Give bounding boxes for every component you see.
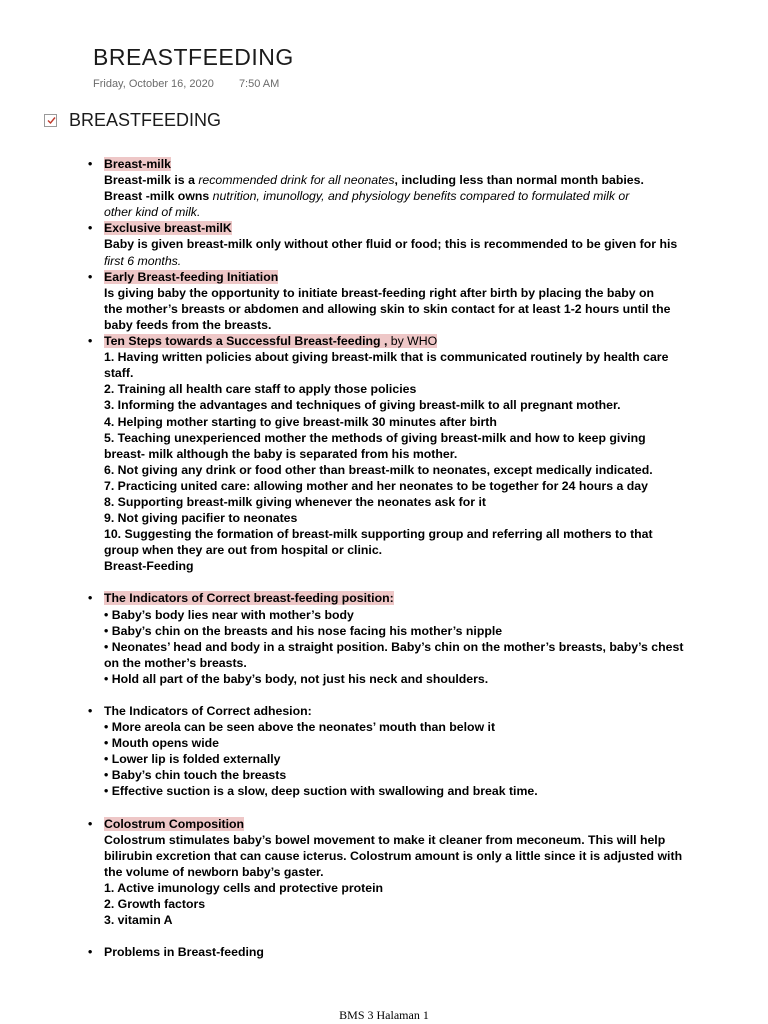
text-line: Colostrum stimulates baby’s bowel movement to make it cleaner from meconeum. This will help (104, 832, 666, 847)
page-footer: BMS 3 Halaman 1 (339, 1008, 429, 1022)
text-line: • Mouth opens wide (104, 736, 219, 751)
text-line: • Baby’s chin on the breasts and his nose facing his mother’s nipple (104, 623, 503, 638)
text-line: first 6 months. (104, 253, 182, 268)
text-line: 2. Training all health care staff to apply those policies (104, 382, 417, 397)
text-line: staff. (104, 366, 134, 381)
text-line: 9. Not giving pacifier to neonates (104, 511, 298, 526)
list-item-adhesion-indicators (88, 703, 688, 800)
list-item-ten-steps (88, 333, 688, 574)
text-line: Is giving baby the opportunity to initiate breast-feeding right after birth by placing the baby on (104, 285, 654, 300)
text-line: 2. Growth factors (104, 897, 206, 912)
text-line: • Lower lip is folded externally (104, 752, 281, 767)
page-date: Friday, October 16, 2020 (93, 78, 214, 90)
item-title: Exclusive breast-milK (104, 221, 232, 236)
page-meta (93, 78, 301, 90)
text-line: Breast -milk owns nutrition, imunollogy, and physiology benefits compared to formulated milk or (104, 189, 630, 204)
item-title: Early Breast-feeding Initiation (104, 269, 279, 284)
text-line: • Baby’s body lies near with mother’s body (104, 607, 354, 622)
checkbox-icon[interactable] (44, 114, 57, 127)
text-line: the mother’s breasts or abdomen and allowing skin to skin contact for at least 1-2 hours until the (104, 301, 671, 316)
text-line: • Baby’s chin touch the breasts (104, 768, 287, 783)
text-line: Breast-Feeding (104, 559, 194, 574)
item-title: • The Indicators of Correct adhesion: (104, 704, 312, 718)
text-line: 1. Active imunology cells and protective protein (104, 880, 384, 895)
item-title: Colostrum Composition (104, 816, 245, 831)
item-title: Breast-milk (104, 157, 171, 171)
text-line: other kind of milk. (104, 205, 201, 220)
text-line: • More areola can be seen above the neonates’ mouth than below it (104, 720, 496, 735)
text-line: 5. Teaching unexperienced mother the methods of giving breast-milk and how to keep giving (104, 430, 646, 445)
text-line: 10. Suggesting the formation of breast-milk supporting group and referring all mothers to that (104, 527, 653, 542)
list-item-breastmilk (88, 156, 688, 220)
item-title: The Indicators of Correct breast-feeding position: (104, 591, 394, 606)
section-heading: BREASTFEEDING (69, 110, 222, 130)
page-title: BREASTFEEDING (93, 44, 294, 70)
heading-row (44, 110, 221, 131)
text-line: • Effective suction is a slow, deep suction with swallowing and break time. (104, 784, 538, 799)
text-line: on the mother’s breasts. (104, 655, 247, 670)
text-line: breast- milk although the baby is separated from his mother. (104, 446, 458, 461)
text-line: the volume of newborn baby’s gaster. (104, 864, 324, 879)
text-line: 6. Not giving any drink or food other than breast-milk to neonates, except medically indicated. (104, 462, 653, 477)
list-item-early-initiation (88, 269, 688, 333)
text-line: 7. Practicing united care: allowing mother and her neonates to be together for 24 hours a day (104, 478, 648, 493)
item-title: Ten Steps towards a Successful Breast-feeding , by WHO (104, 334, 438, 349)
text-line: • Hold all part of the baby’s body, not just his neck and shoulders. (104, 671, 489, 686)
text-line: Baby is given breast-milk only without other fluid or food; this is recommended to be given for his (104, 237, 678, 252)
list-item-problems (88, 944, 688, 960)
text-line: Breast-milk is a recommended drink for all neonates, including less than normal month babies. (104, 173, 644, 188)
text-line: group when they are out from hospital or clinic. (104, 543, 383, 558)
text-line: 3. vitamin A (104, 913, 173, 928)
list-item-exclusive (88, 220, 688, 268)
text-line: baby feeds from the breasts. (104, 317, 272, 332)
document-body (88, 156, 688, 960)
text-line: 3. Informing the advantages and techniques of giving breast-milk to all pregnant mother. (104, 398, 621, 413)
text-line: bilirubin excretion that can cause icterus. Colostrum amount is only a little since it is adjusted with (104, 848, 683, 863)
text-line: • Neonates’ head and body in a straight position. Baby’s chin on the mother’s breasts, baby’s chest (104, 639, 684, 654)
text-line: 4. Helping mother starting to give breast-milk 30 minutes after birth (104, 414, 497, 429)
page-time: 7:50 AM (238, 78, 280, 90)
list-item-colostrum (88, 816, 688, 929)
list-item-position-indicators (88, 590, 688, 687)
item-title: • Problems in Breast-feeding (104, 945, 264, 960)
text-line: 8. Supporting breast-milk giving whenever the neonates ask for it (104, 494, 486, 509)
text-line: 1. Having written policies about giving breast-milk that is communicated routinely by health care (104, 350, 669, 365)
